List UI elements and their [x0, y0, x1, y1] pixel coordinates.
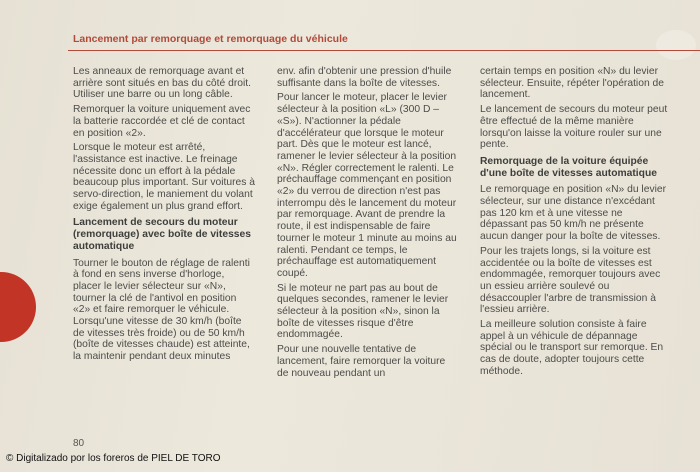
- section-title: Lancement par remorquage et remorquage du véhicule: [73, 33, 348, 45]
- paragraph: Les anneaux de remorquage avant et arrière sont situés en bas du côté droit. Utiliser une barre ou un long câble.: [73, 66, 252, 101]
- subsection-heading: Lancement de secours du moteur (remorquage) avec boîte de vitesses automatique: [73, 217, 251, 252]
- text-column-2: [277, 66, 459, 382]
- chapter-tab-marker: [0, 272, 36, 342]
- subsection-heading: Remorquage de la voiture équipée d'une boîte de vitesses automatique: [480, 155, 657, 179]
- paragraph: Lorsque le moteur est arrêté, l'assistance est inactive. Le freinage nécessite donc un effort à la pédale beaucoup plus important. Sur voitures à servo-direction, le maniement du volant exige également un plus grand effort.: [73, 142, 256, 212]
- paragraph: Tourner le bouton de réglage de ralenti à fond en sens inverse d'horloge, placer le levier sélecteur sur «N», tourner la clé de l'antivol en position «2» et faire remorquer le véhicule. Lorsqu'une vitesse de 30 km/h (boîte de vitesses très froide) ou de 50 km/h (boîte de vitesses chaude) est atteinte, la maintenir pendant deux minutes: [73, 257, 250, 363]
- paragraph: Le remorquage en position «N» du levier sélecteur, sur une distance n'excédant pas 120 km et à une vitesse ne dépassant pas 50 km/h ne présente aucun danger pour la boîte de vitesses.: [480, 184, 667, 243]
- paragraph: Pour les trajets longs, si la voiture est accidentée ou la boîte de vitesses est endommagée, remorquer toujours avec un essieu arrière soulevé ou désaccoupler l'arbre de transmission à l'essieu arrière.: [480, 245, 661, 316]
- scan-credit: © Digitalizado por los foreros de PIEL DE TORO: [6, 453, 221, 464]
- page-number: 80: [73, 438, 85, 449]
- paragraph: certain temps en position «N» du levier sélecteur. Ensuite, répéter l'opération de lancement.: [480, 66, 664, 101]
- paragraph: Si le moteur ne part pas au bout de quelques secondes, ramener le levier sélecteur à la position «N», sinon la boîte de vitesses risque d'être endommagée.: [277, 282, 449, 341]
- paper-highlight: [656, 30, 696, 60]
- paragraph: Pour lancer le moteur, placer le levier sélecteur à la position «L» (300 D – «S»). N'actionner la pédale d'accélérateur que lorsque le moteur part. Dès que le moteur est lancé, ramener le levier sélecteur à la position «N». Régler correctement le ralenti. Le préchauffage commençant en position «2» du verrou de direction n'est pas interrompu dès le lancement du moteur par remorquage. Avant de prendre la route, il est indispensable de faire tourner le moteur 1 minute au moins au ralenti. Pendant ce temps, le préchauffage est automatiquement coupé.: [277, 92, 457, 279]
- text-column-1: [73, 66, 255, 366]
- header-rule: [68, 50, 700, 51]
- text-column-3: [480, 66, 672, 381]
- paragraph: Remorquer la voiture uniquement avec la batterie raccordée et clé de contact en position «2».: [73, 104, 251, 139]
- paragraph: env. afin d'obtenir une pression d'huile suffisante dans la boîte de vitesses.: [277, 66, 452, 89]
- paragraph: La meilleure solution consiste à faire appel à un véhicule de dépannage spécial ou le transport sur remorque. En cas de doute, adopter toujours cette méthode.: [480, 319, 664, 377]
- paragraph: Pour une nouvelle tentative de lancement, faire remorquer la voiture de nouveau pendant un: [277, 344, 446, 379]
- paragraph: Le lancement de secours du moteur peut être effectué de la même manière lorsqu'on laisse la voiture rouler sur une pente.: [480, 104, 668, 151]
